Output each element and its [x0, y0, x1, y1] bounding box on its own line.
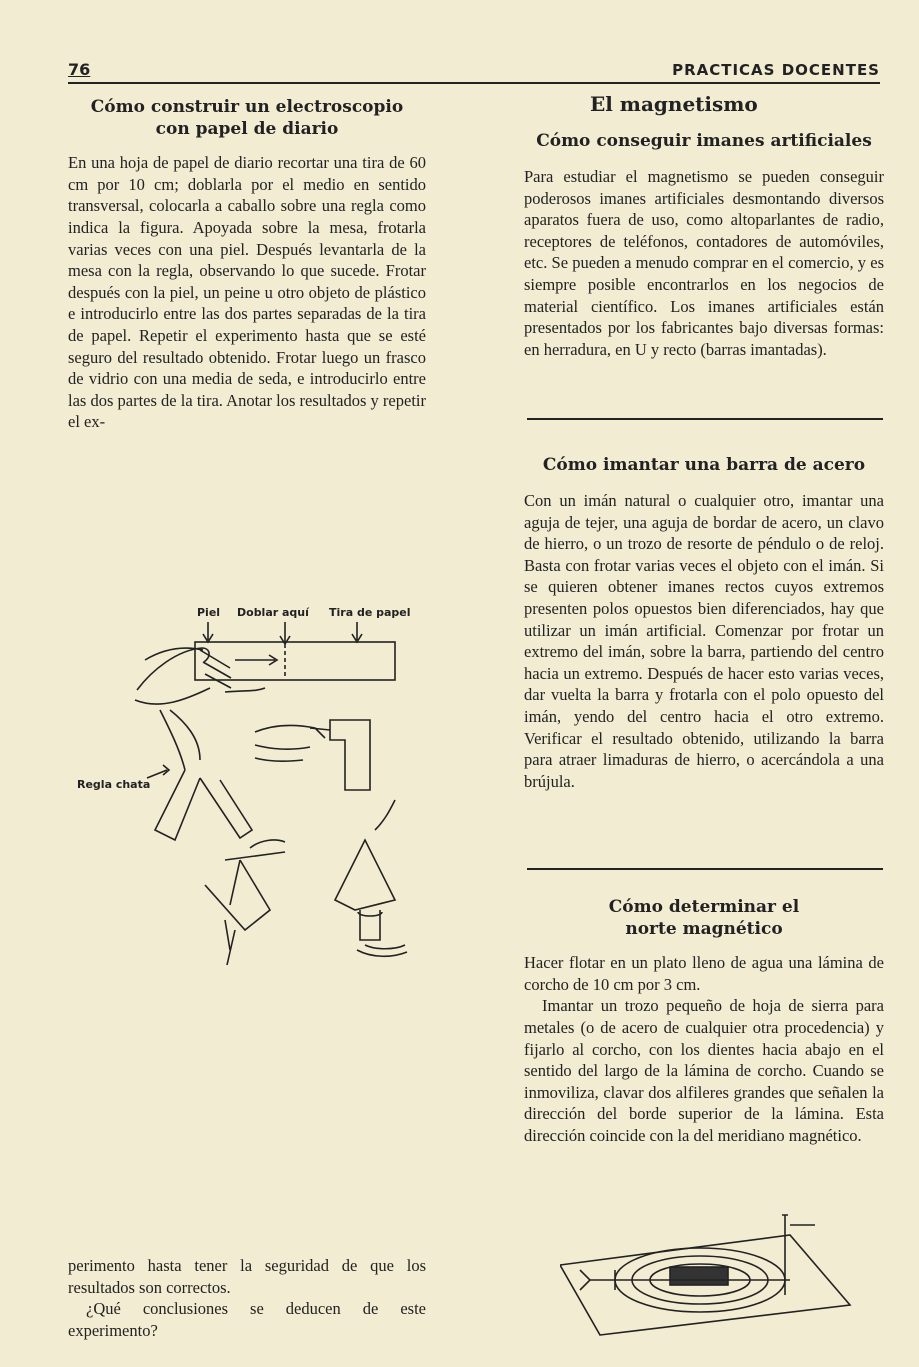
- heading-imanes-artificiales: Cómo conseguir imanes artificiales: [536, 131, 872, 151]
- electroscope-text: En una hoja de papel de diario recortar una tira de 60 cm por 10 cm; doblarla por el medio en sentido transversal, colocarla a caballo sobre una regla como indica la figura. Apoyada sobre la mesa, frotarla varias veces con una piel. Después levantarla de la mesa con la regla, observando lo que sucede. Frotar después con la piel, un peine u otro objeto de plástico e introducirlo entre las dos partes separadas de la tira de papel. Repetir el experimento hasta que se esté seguro del resultado obtenido. Frotar luego un frasco de vidrio con una media de seda, e introducirlo entre las dos partes de la tira. Anotar los resultados y repetir el ex-: [68, 153, 426, 432]
- electroscope-heading: Cómo construir un electroscopio con papel de diario: [90, 97, 404, 140]
- label-piel: Piel: [197, 606, 221, 619]
- compass-drawing: [560, 1205, 880, 1345]
- label-doblar: Doblar aquí: [237, 606, 309, 619]
- heading-norte-magnetico: Cómo determinar el norte magnético: [608, 897, 800, 940]
- section-title-magnetismo: El magnetismo: [590, 92, 758, 116]
- left-column: [68, 96, 426, 433]
- text-norte-p1: Hacer flotar en un plato lleno de agua una lámina de corcho de 10 cm por 3 cm.: [524, 953, 884, 994]
- left-column-bottom: [68, 1255, 426, 1341]
- label-tira: Tira de papel: [329, 606, 411, 619]
- label-regla: Regla chata: [77, 778, 151, 791]
- right-column: [524, 92, 884, 360]
- floating-compass-figure: [560, 1205, 880, 1345]
- electroscope-figure: [75, 600, 435, 980]
- right-section-2: [524, 454, 884, 792]
- electroscope-drawing: [75, 600, 435, 980]
- text-imanes-artificiales: Para estudiar el magnetismo se pueden conseguir poderosos imanes artificiales desmontando diversos aparatos fuera de uso, como altoparlantes de radio, receptores de teléfonos, contadores de automóviles, etc. Se pueden a menudo comprar en el comercio, y es siempre posible encontrarlos en los negocios de material científico. Los imanes artificiales están presentados por los fabricantes bajo diversas formas: en herradura, en U y recto (barras imantadas).: [524, 167, 884, 359]
- right-section-3: [524, 896, 884, 1147]
- electroscope-question: ¿Qué conclusiones se deducen de este experimento?: [68, 1299, 426, 1340]
- heading-imantar-barra: Cómo imantar una barra de acero: [542, 455, 866, 475]
- text-norte-p2: Imantar un trozo pequeño de hoja de sierra para metales (o de acero de cualquier otra procedencia) y fijarlo al corcho, con los dientes hacia abajo en el sentido del largo de la lámina de corcho. Cuando se inmoviliza, clavar dos alfileres grandes que señalen la dirección del borde superior de la lámina. Esta dirección coincide con la del meridiano magnético.: [524, 996, 884, 1145]
- page-number: 76: [68, 60, 91, 79]
- section-divider-1: [527, 418, 883, 420]
- running-title: PRACTICAS DOCENTES: [672, 61, 880, 79]
- text-imantar-barra: Con un imán natural o cualquier otro, imantar una aguja de tejer, una aguja de bordar de acero, un clavo de hierro, o un trozo de resorte de péndulo o de reloj. Basta con frotar varias veces el objeto con el imán. Si se quieren obtener imanes rectos cuyos extremos presenten polos opuestos bien diferenciados, hay que utilizar un imán artificial. Comenzar por frotar un extremo del imán, sobre la barra, partiendo del centro hacia un extremo. Después de hacer esto varias veces, dar vuelta la barra y frotarla con el polo opuesto del imán, yendo del centro hacia el otro extremo. Verificar el resultado obtenido, utilizando la barra para atraer limaduras de hierro, o acercándola a una brújula.: [524, 491, 884, 791]
- page-header: [68, 58, 880, 84]
- section-divider-2: [527, 868, 883, 870]
- electroscope-text-continued: perimento hasta tener la seguridad de que los resultados son correctos.: [68, 1256, 426, 1297]
